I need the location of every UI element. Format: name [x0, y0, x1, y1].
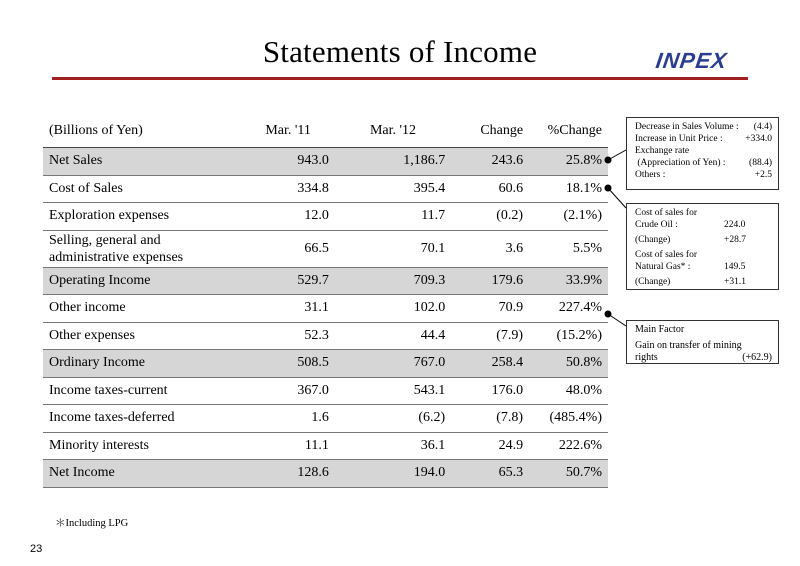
inpex-logo: INPEX — [654, 48, 729, 73]
factor-label: Exchange rate — [635, 146, 690, 156]
factor-value: +2.5 — [754, 170, 772, 180]
factor-label: Decrease in Sales Volume : — [635, 122, 739, 132]
value-mar12: 395.4 — [335, 175, 451, 203]
value-mar12: (6.2) — [335, 405, 451, 433]
value-pct-change: 50.7% — [529, 460, 608, 488]
value-mar12: 709.3 — [335, 267, 451, 295]
value-mar11: 334.8 — [241, 175, 334, 203]
value-mar11: 31.1 — [241, 295, 334, 323]
row-label: Other expenses — [43, 322, 241, 350]
value-mar11: 508.5 — [241, 350, 334, 378]
value-change: 60.6 — [451, 175, 529, 203]
callout-line — [635, 145, 772, 157]
value-mar12: 11.7 — [335, 203, 451, 231]
row-label: Net Income — [43, 460, 241, 488]
factor-value: (88.4) — [749, 158, 772, 168]
crude-change-line — [635, 234, 772, 246]
value-mar12: 36.1 — [335, 432, 451, 460]
row-label-line1: Selling, general and — [49, 232, 161, 248]
value-change: 70.9 — [451, 295, 529, 323]
main-factor-value: (+62.9) — [742, 352, 772, 363]
value-mar11: 367.0 — [241, 377, 334, 405]
value-change: 176.0 — [451, 377, 529, 405]
value-pct-change: 48.0% — [529, 377, 608, 405]
row-label: Exploration expenses — [43, 203, 241, 231]
value-pct-change: 50.8% — [529, 350, 608, 378]
gas-line — [635, 261, 772, 273]
header-mar12: Mar. '12 — [335, 114, 451, 148]
value-pct-change: 18.1% — [529, 175, 608, 203]
value-change: (0.2) — [451, 203, 529, 231]
value-mar11: 943.0 — [241, 148, 334, 176]
main-factor-title: Main Factor — [635, 324, 685, 335]
row-label: Income taxes-deferred — [43, 405, 241, 433]
callout-line — [635, 121, 772, 133]
row-label: Minority interests — [43, 432, 241, 460]
value-pct-change: 25.8% — [529, 148, 608, 176]
connector-dot-other-income — [605, 311, 611, 317]
value-change: 3.6 — [451, 230, 529, 267]
crude-label-line2: Crude Oil : — [635, 220, 678, 230]
gas-change-value: +31.1 — [724, 277, 746, 287]
page-number: 23 — [30, 543, 43, 555]
gas-label-line1: Cost of sales for — [635, 250, 698, 260]
footnote: ＊Including LPG — [55, 518, 129, 529]
crude-line — [635, 219, 772, 231]
crude-change-value: +28.7 — [724, 235, 746, 245]
value-mar11: 529.7 — [241, 267, 334, 295]
factor-value: +334.0 — [745, 134, 772, 144]
crude-label-line1: Cost of sales for — [635, 208, 698, 218]
factor-value: (4.4) — [753, 122, 772, 132]
main-factor-label: rights — [635, 352, 658, 363]
gas-value: 149.5 — [724, 262, 746, 272]
gas-change-label: (Change) — [635, 277, 671, 287]
row-label: Ordinary Income — [43, 350, 241, 378]
row-label: Operating Income — [43, 267, 241, 295]
value-mar12: 1,186.7 — [335, 148, 451, 176]
value-pct-change: 227.4% — [529, 295, 608, 323]
value-change: 65.3 — [451, 460, 529, 488]
value-pct-change: 5.5% — [529, 230, 608, 267]
row-label: Income taxes-current — [43, 377, 241, 405]
callout-net-sales-factors — [626, 117, 779, 190]
value-mar12: 102.0 — [335, 295, 451, 323]
value-mar12: 70.1 — [335, 230, 451, 267]
value-change: 243.6 — [451, 148, 529, 176]
value-mar12: 767.0 — [335, 350, 451, 378]
row-label: Other income — [43, 295, 241, 323]
value-mar12: 543.1 — [335, 377, 451, 405]
factor-label: (Appreciation of Yen) : — [635, 158, 726, 168]
value-mar11: 52.3 — [241, 322, 334, 350]
value-mar11: 12.0 — [241, 203, 334, 231]
value-change: 179.6 — [451, 267, 529, 295]
factor-label: Increase in Unit Price : — [635, 134, 723, 144]
header-pct-change: %Change — [529, 114, 608, 148]
page-title: Statements of Income — [262, 34, 538, 69]
value-pct-change: (15.2%) — [529, 322, 608, 350]
connector-cost-of-sales — [608, 188, 626, 208]
value-mar11: 11.1 — [241, 432, 334, 460]
callout-line — [635, 133, 772, 145]
value-pct-change: (485.4%) — [529, 405, 608, 433]
callout-cost-of-sales-breakdown — [626, 203, 779, 290]
value-mar12: 194.0 — [335, 460, 451, 488]
callout-other-income-factor — [626, 320, 779, 364]
row-label-line2: administrative expenses — [49, 249, 184, 265]
main-factor-line1: Gain on transfer of mining — [635, 340, 742, 351]
header-mar11: Mar. '11 — [241, 114, 334, 148]
connector-dot-net-sales — [605, 157, 611, 163]
value-pct-change: 222.6% — [529, 432, 608, 460]
value-change: 258.4 — [451, 350, 529, 378]
value-mar12: 44.4 — [335, 322, 451, 350]
value-mar11: 1.6 — [241, 405, 334, 433]
value-change: 24.9 — [451, 432, 529, 460]
value-change: (7.9) — [451, 322, 529, 350]
gas-change-line — [635, 276, 772, 288]
factor-label: Others : — [635, 170, 666, 180]
row-label: Net Sales — [43, 148, 241, 176]
crude-change-label: (Change) — [635, 235, 671, 245]
crude-value: 224.0 — [724, 220, 746, 230]
callout-line — [635, 169, 772, 181]
value-pct-change: (2.1%) — [529, 203, 608, 231]
callout-line — [635, 157, 772, 169]
header-change: Change — [451, 114, 529, 148]
value-mar11: 66.5 — [241, 230, 334, 267]
value-mar11: 128.6 — [241, 460, 334, 488]
row-label: Cost of Sales — [43, 175, 241, 203]
main-factor-line2 — [635, 352, 772, 364]
connector-dot-cost-of-sales — [605, 185, 611, 191]
gas-label-line2: Natural Gas* : — [635, 262, 691, 272]
header-units: (Billions of Yen) — [43, 114, 241, 148]
value-change: (7.8) — [451, 405, 529, 433]
value-pct-change: 33.9% — [529, 267, 608, 295]
